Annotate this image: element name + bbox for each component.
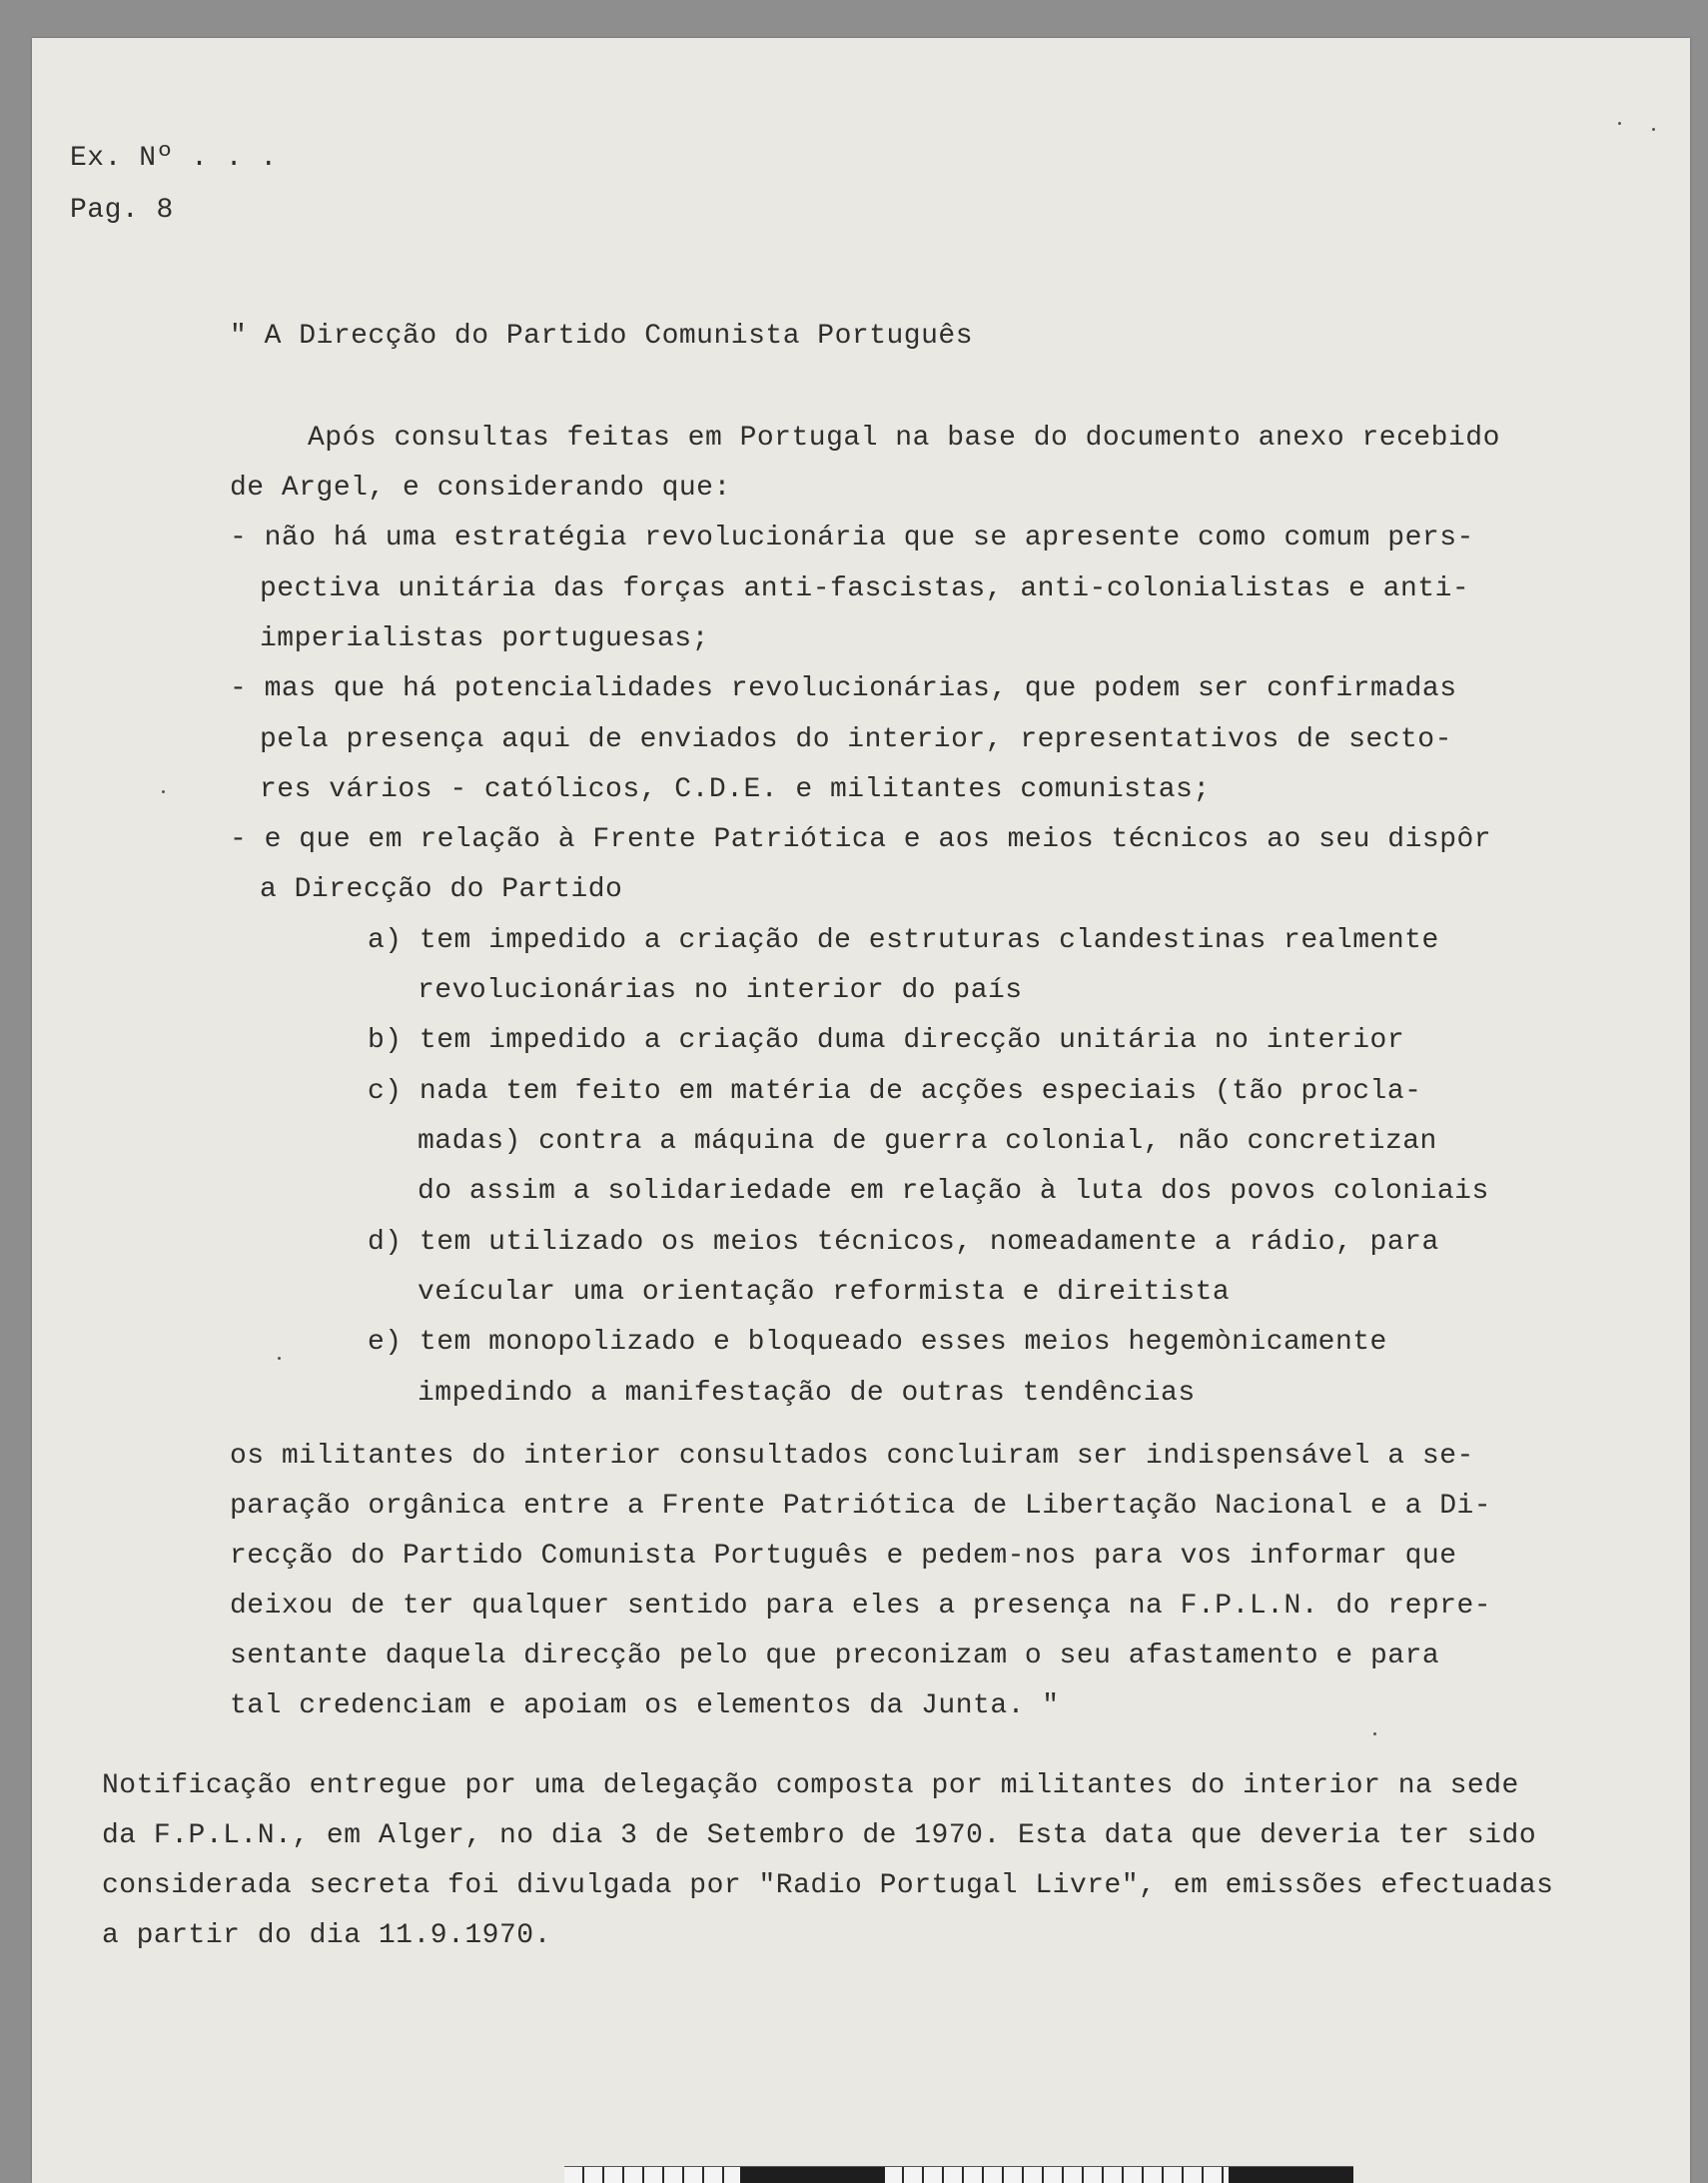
- notice-line: pectiva unitária das forças anti-fascistas, anti-colonialistas e anti-: [260, 573, 1470, 604]
- notice-line: tal credenciam e apoiam os elementos da Junta. ": [230, 1690, 1060, 1721]
- notice-line: a Direcção do Partido: [260, 874, 623, 905]
- notice-line: e) tem monopolizado e bloqueado esses meios hegemònicamente: [368, 1327, 1387, 1358]
- ex-number: Ex. Nº . . .: [70, 143, 278, 174]
- notice-line: pela presença aqui de enviados do interior, representativos de secto-: [260, 724, 1452, 755]
- paper-speck: [1652, 128, 1655, 131]
- notice-line: a) tem impedido a criação de estruturas clandestinas realmente: [368, 925, 1439, 956]
- notice-line: - não há uma estratégia revolucionária que se apresente como comum pers-: [230, 523, 1474, 553]
- notice-line: deixou de ter qualquer sentido para eles a presença na F.P.L.N. do repre-: [230, 1591, 1492, 1622]
- paper-speck: [278, 1357, 281, 1360]
- notice-line: c) nada tem feito em matéria de acções especiais (tão procla-: [368, 1076, 1422, 1107]
- page-number: Pag. 8: [70, 195, 174, 226]
- notice-title: " A Direcção do Partido Comunista Português: [230, 321, 974, 352]
- notice-line: recção do Partido Comunista Português e pedem-nos para vos informar que: [230, 1541, 1457, 1572]
- ruler-dark-segment: [1229, 2167, 1353, 2183]
- paper-speck: [162, 790, 165, 793]
- notice-line: res vários - católicos, C.D.E. e militantes comunistas;: [260, 774, 1211, 805]
- footnote-line: Notificação entregue por uma delegação composta por militantes do interior na sede: [102, 1770, 1519, 1801]
- paper-speck: [1373, 1732, 1376, 1735]
- scale-ruler: [564, 2166, 1353, 2183]
- notice-line: d) tem utilizado os meios técnicos, nomeadamente a rádio, para: [368, 1227, 1439, 1258]
- notice-line: veícular uma orientação reformista e direitista: [418, 1277, 1231, 1308]
- notice-line: - e que em relação à Frente Patriótica e aos meios técnicos ao seu dispôr: [230, 824, 1492, 855]
- paper-speck: [1618, 122, 1621, 125]
- notice-line: os militantes do interior consultados concluiram ser indispensável a se-: [230, 1441, 1474, 1472]
- notice-line: impedindo a manifestação de outras tendências: [418, 1378, 1196, 1409]
- notice-line: - mas que há potencialidades revolucionárias, que podem ser confirmadas: [230, 673, 1457, 704]
- notice-line: b) tem impedido a criação duma direcção unitária no interior: [368, 1025, 1405, 1056]
- notice-line: de Argel, e considerando que:: [230, 473, 731, 504]
- footnote-line: considerada secreta foi divulgada por "Radio Portugal Livre", em emissões efectuadas: [102, 1870, 1554, 1901]
- notice-line: imperialistas portuguesas;: [260, 623, 709, 654]
- notice-line: paração orgânica entre a Frente Patriótica de Libertação Nacional e a Di-: [230, 1491, 1492, 1522]
- notice-line: Após consultas feitas em Portugal na base do documento anexo recebido: [308, 423, 1500, 454]
- notice-line: do assim a solidariedade em relação à luta dos povos coloniais: [418, 1176, 1489, 1207]
- notice-line: sentante daquela direcção pelo que preconizam o seu afastamento e para: [230, 1640, 1440, 1671]
- ruler-dark-segment: [740, 2167, 885, 2183]
- footnote-line: a partir do dia 11.9.1970.: [102, 1920, 551, 1951]
- typewritten-sheet: [32, 38, 1690, 2183]
- notice-line: madas) contra a máquina de guerra colonial, não concretizan: [418, 1126, 1437, 1157]
- notice-line: revolucionárias no interior do país: [418, 975, 1023, 1006]
- footnote-line: da F.P.L.N., em Alger, no dia 3 de Setembro de 1970. Esta data que deveria ter sido: [102, 1820, 1537, 1851]
